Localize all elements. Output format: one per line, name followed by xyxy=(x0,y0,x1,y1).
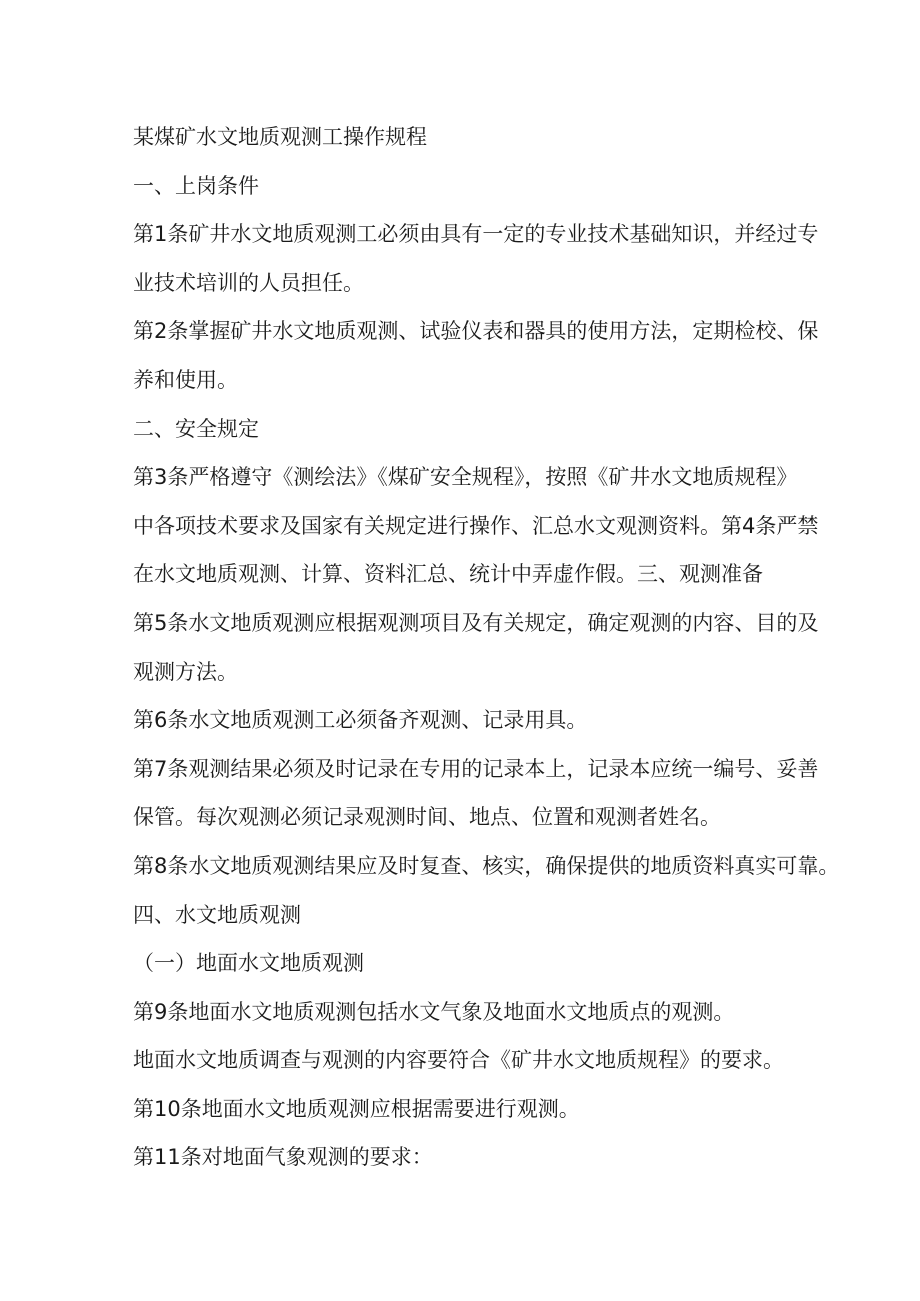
section-heading-2: 二、安全规定 xyxy=(133,416,259,441)
document-title: 某煤矿水文地质观测工操作规程 xyxy=(133,125,427,149)
article-1-line-2: 业技术培训的人员担任。 xyxy=(133,270,364,295)
article-3-line-2: 中各项技术要求及国家有关规定进行操作、汇总水文观测资料。第4条严禁 xyxy=(133,513,819,538)
article-4-line: 在水文地质观测、计算、资料汇总、统计中弄虚作假。三、观测准备 xyxy=(133,562,763,587)
section-heading-4: 四、水文地质观测 xyxy=(133,902,301,927)
article-2-line-1: 第2条掌握矿井水文地质观测、试验仪表和器具的使用方法，定期检校、保 xyxy=(133,319,819,344)
article-6-line: 第6条水文地质观测工必须备齐观测、记录用具。 xyxy=(133,708,588,733)
article-3-line-1: 第3条严格遵守《测绘法》《煤矿安全规程》，按照《矿井水文地质规程》 xyxy=(133,465,798,490)
article-5-line-1: 第5条水文地质观测应根据观测项目及有关规定，确定观测的内容、目的及 xyxy=(133,610,819,635)
article-7-line-1: 第7条观测结果必须及时记录在专用的记录本上，记录本应统一编号、妥善 xyxy=(133,756,819,781)
document-body xyxy=(133,113,840,1182)
subsection-heading-1: （一）地面水文地质观测 xyxy=(133,951,364,976)
article-7-line-2: 保管。每次观测必须记录观测时间、地点、位置和观测者姓名。 xyxy=(133,805,721,830)
article-1-line-1: 第1条矿井水文地质观测工必须由具有一定的专业技术基础知识，并经过专 xyxy=(133,222,819,247)
article-11-line: 第11条对地面气象观测的要求： xyxy=(133,1145,433,1170)
article-9-note: 地面水文地质调查与观测的内容要符合《矿井水文地质规程》的要求。 xyxy=(133,1048,784,1073)
section-heading-1: 一、上岗条件 xyxy=(133,173,259,198)
article-5-line-2: 观测方法。 xyxy=(133,659,238,684)
article-2-line-2: 养和使用。 xyxy=(133,367,238,392)
article-8-line: 第8条水文地质观测结果应及时复查、核实，确保提供的地质资料真实可靠。 xyxy=(133,853,840,878)
article-9-line: 第9条地面水文地质观测包括水文气象及地面水文地质点的观测。 xyxy=(133,999,735,1024)
article-10-line: 第10条地面水文地质观测应根据需要进行观测。 xyxy=(133,1096,580,1121)
